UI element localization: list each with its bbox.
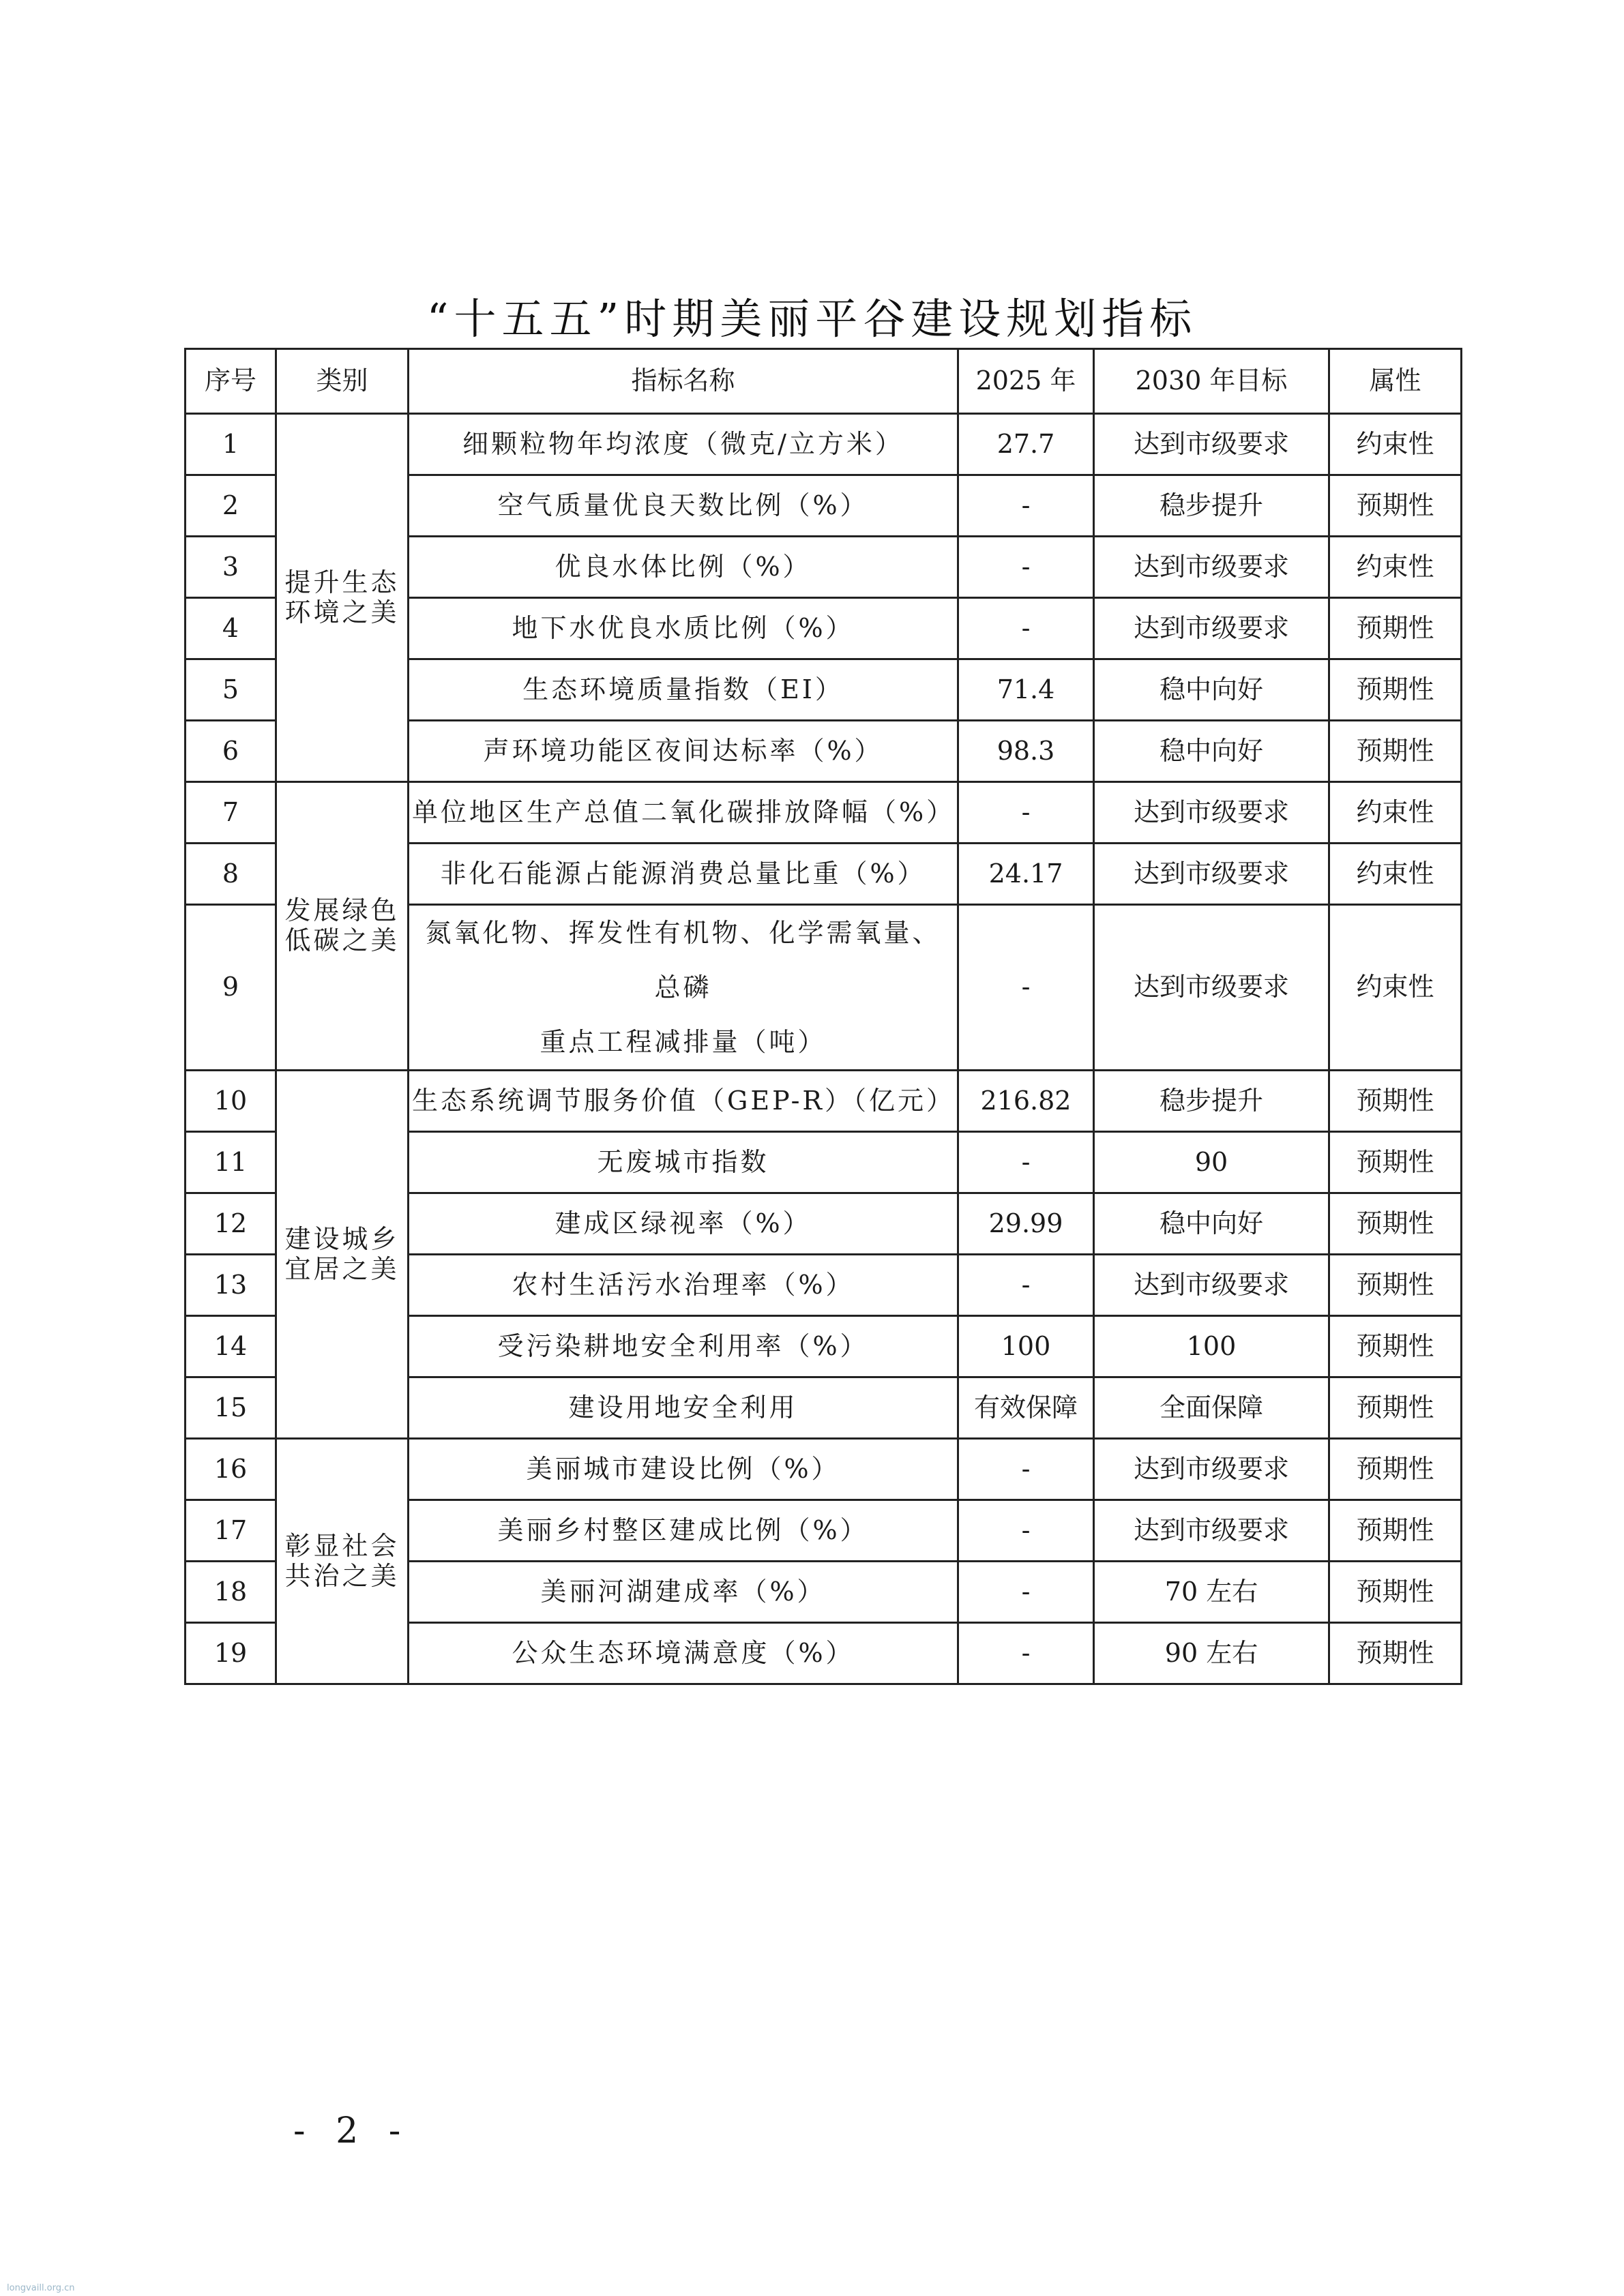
target-2030: 达到市级要求 bbox=[1094, 1439, 1329, 1500]
row-no: 14 bbox=[186, 1316, 276, 1377]
row-no: 16 bbox=[186, 1439, 276, 1500]
indicator-name: 空气质量优良天数比例（%） bbox=[409, 475, 958, 537]
indicator-table bbox=[184, 348, 1462, 1685]
value-2025: - bbox=[958, 1255, 1094, 1316]
indicator-name bbox=[409, 905, 958, 1071]
category-cell bbox=[276, 414, 409, 782]
attribute: 预期性 bbox=[1329, 1255, 1462, 1316]
page-title: “十五五”时期美丽平谷建设规划指标 bbox=[426, 294, 1198, 344]
value-2025: - bbox=[958, 598, 1094, 659]
target-2030: 达到市级要求 bbox=[1094, 537, 1329, 598]
row-no: 10 bbox=[186, 1071, 276, 1132]
row-no: 8 bbox=[186, 844, 276, 905]
attribute: 预期性 bbox=[1329, 1562, 1462, 1623]
attribute: 预期性 bbox=[1329, 475, 1462, 537]
row-no: 4 bbox=[186, 598, 276, 659]
indicator-name: 无废城市指数 bbox=[409, 1132, 958, 1193]
target-2030: 达到市级要求 bbox=[1094, 598, 1329, 659]
header-name: 指标名称 bbox=[409, 349, 958, 414]
page-number: - 2 - bbox=[293, 2111, 411, 2151]
indicator-name: 受污染耕地安全利用率（%） bbox=[409, 1316, 958, 1377]
indicator-name: 美丽城市建设比例（%） bbox=[409, 1439, 958, 1500]
indicator-name: 农村生活污水治理率（%） bbox=[409, 1255, 958, 1316]
target-2030: 达到市级要求 bbox=[1094, 1255, 1329, 1316]
attribute: 预期性 bbox=[1329, 1500, 1462, 1562]
value-2025: - bbox=[958, 537, 1094, 598]
category-cell bbox=[276, 1071, 409, 1439]
value-2025: - bbox=[958, 905, 1094, 1071]
attribute: 预期性 bbox=[1329, 659, 1462, 721]
category-line: 发展绿色 bbox=[284, 895, 400, 926]
target-2030: 稳中向好 bbox=[1094, 721, 1329, 782]
value-2025: 27.7 bbox=[958, 414, 1094, 475]
attribute: 预期性 bbox=[1329, 1377, 1462, 1439]
value-2025: 29.99 bbox=[958, 1193, 1094, 1255]
attribute: 预期性 bbox=[1329, 1071, 1462, 1132]
indicator-name-line: 重点工程减排量（吨） bbox=[540, 1027, 827, 1057]
row-no: 7 bbox=[186, 782, 276, 844]
header-2025: 2025 年 bbox=[958, 349, 1094, 414]
value-2025: - bbox=[958, 1562, 1094, 1623]
row-no: 3 bbox=[186, 537, 276, 598]
category-cell bbox=[276, 782, 409, 1071]
category-line: 宜居之美 bbox=[284, 1253, 400, 1284]
value-2025: 24.17 bbox=[958, 844, 1094, 905]
category-line: 提升生态 bbox=[284, 567, 400, 597]
row-no: 12 bbox=[186, 1193, 276, 1255]
header-2030: 2030 年目标 bbox=[1094, 349, 1329, 414]
target-2030: 90 bbox=[1094, 1132, 1329, 1193]
attribute: 预期性 bbox=[1329, 1439, 1462, 1500]
attribute: 预期性 bbox=[1329, 721, 1462, 782]
value-2025: 71.4 bbox=[958, 659, 1094, 721]
row-no: 9 bbox=[186, 905, 276, 1071]
value-2025: - bbox=[958, 1439, 1094, 1500]
target-2030: 达到市级要求 bbox=[1094, 905, 1329, 1071]
table-row bbox=[186, 1071, 1462, 1132]
target-2030: 稳中向好 bbox=[1094, 659, 1329, 721]
category-line: 彰显社会 bbox=[284, 1530, 400, 1561]
target-2030: 100 bbox=[1094, 1316, 1329, 1377]
value-2025: 100 bbox=[958, 1316, 1094, 1377]
attribute: 预期性 bbox=[1329, 1132, 1462, 1193]
attribute: 约束性 bbox=[1329, 844, 1462, 905]
attribute: 约束性 bbox=[1329, 782, 1462, 844]
watermark: longvaill.org.cn bbox=[7, 2283, 75, 2293]
target-2030: 稳中向好 bbox=[1094, 1193, 1329, 1255]
row-no: 6 bbox=[186, 721, 276, 782]
attribute: 预期性 bbox=[1329, 598, 1462, 659]
indicator-name: 美丽乡村整区建成比例（%） bbox=[409, 1500, 958, 1562]
category-line: 建设城乡 bbox=[284, 1223, 400, 1254]
value-2025: - bbox=[958, 1623, 1094, 1684]
row-no: 18 bbox=[186, 1562, 276, 1623]
value-2025: - bbox=[958, 1500, 1094, 1562]
value-2025: 有效保障 bbox=[958, 1377, 1094, 1439]
row-no: 17 bbox=[186, 1500, 276, 1562]
row-no: 13 bbox=[186, 1255, 276, 1316]
indicator-name: 非化石能源占能源消费总量比重（%） bbox=[409, 844, 958, 905]
value-2025: - bbox=[958, 782, 1094, 844]
table-header-row bbox=[186, 349, 1462, 414]
target-2030: 90 左右 bbox=[1094, 1623, 1329, 1684]
value-2025: - bbox=[958, 475, 1094, 537]
header-attribute: 属性 bbox=[1329, 349, 1462, 414]
attribute: 约束性 bbox=[1329, 905, 1462, 1071]
target-2030: 稳步提升 bbox=[1094, 1071, 1329, 1132]
attribute: 预期性 bbox=[1329, 1316, 1462, 1377]
header-category: 类别 bbox=[276, 349, 409, 414]
table-row bbox=[186, 414, 1462, 475]
value-2025: 98.3 bbox=[958, 721, 1094, 782]
indicator-name: 生态系统调节服务价值（GEP-R）（亿元） bbox=[409, 1071, 958, 1132]
attribute: 预期性 bbox=[1329, 1623, 1462, 1684]
row-no: 19 bbox=[186, 1623, 276, 1684]
row-no: 1 bbox=[186, 414, 276, 475]
target-2030: 全面保障 bbox=[1094, 1377, 1329, 1439]
indicator-name: 优良水体比例（%） bbox=[409, 537, 958, 598]
value-2025: 216.82 bbox=[958, 1071, 1094, 1132]
target-2030: 稳步提升 bbox=[1094, 475, 1329, 537]
indicator-name: 声环境功能区夜间达标率（%） bbox=[409, 721, 958, 782]
indicator-name: 单位地区生产总值二氧化碳排放降幅（%） bbox=[409, 782, 958, 844]
indicator-name-line: 氮氧化物、挥发性有机物、化学需氧量、总磷 bbox=[425, 918, 941, 1002]
indicator-name: 生态环境质量指数（EI） bbox=[409, 659, 958, 721]
attribute: 预期性 bbox=[1329, 1193, 1462, 1255]
target-2030: 70 左右 bbox=[1094, 1562, 1329, 1623]
indicator-name: 美丽河湖建成率（%） bbox=[409, 1562, 958, 1623]
header-no: 序号 bbox=[186, 349, 276, 414]
indicator-name: 细颗粒物年均浓度（微克/立方米） bbox=[409, 414, 958, 475]
category-line: 共治之美 bbox=[284, 1560, 400, 1591]
table-row bbox=[186, 782, 1462, 844]
indicator-name: 建设用地安全利用 bbox=[409, 1377, 958, 1439]
attribute: 约束性 bbox=[1329, 537, 1462, 598]
indicator-name: 建成区绿视率（%） bbox=[409, 1193, 958, 1255]
category-cell bbox=[276, 1439, 409, 1684]
row-no: 15 bbox=[186, 1377, 276, 1439]
row-no: 2 bbox=[186, 475, 276, 537]
target-2030: 达到市级要求 bbox=[1094, 1500, 1329, 1562]
category-line: 低碳之美 bbox=[284, 925, 400, 955]
target-2030: 达到市级要求 bbox=[1094, 782, 1329, 844]
target-2030: 达到市级要求 bbox=[1094, 414, 1329, 475]
indicator-name: 地下水优良水质比例（%） bbox=[409, 598, 958, 659]
indicator-name: 公众生态环境满意度（%） bbox=[409, 1623, 958, 1684]
value-2025: - bbox=[958, 1132, 1094, 1193]
table-row bbox=[186, 1439, 1462, 1500]
category-line: 环境之美 bbox=[284, 597, 400, 627]
attribute: 约束性 bbox=[1329, 414, 1462, 475]
row-no: 5 bbox=[186, 659, 276, 721]
row-no: 11 bbox=[186, 1132, 276, 1193]
target-2030: 达到市级要求 bbox=[1094, 844, 1329, 905]
